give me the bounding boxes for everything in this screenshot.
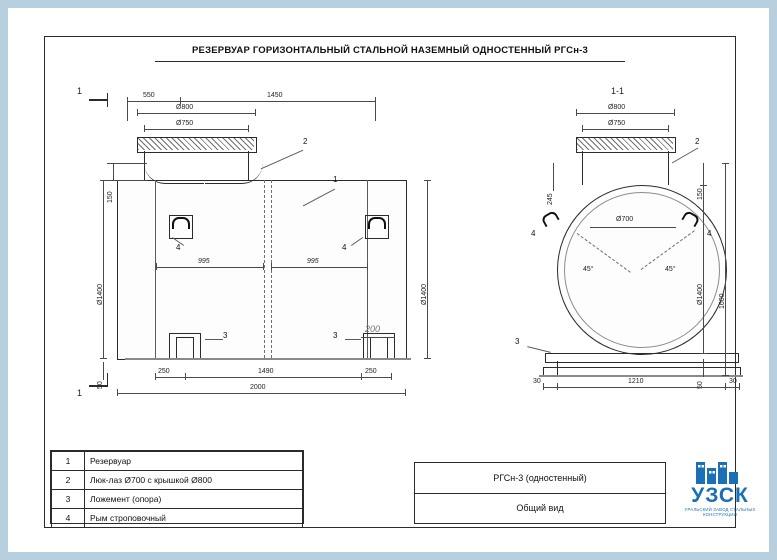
dim-flange-outer-line [137, 113, 255, 114]
dim-tick [674, 109, 675, 116]
lifting-lug-right-hook [368, 217, 386, 229]
sec-lug-left [540, 210, 559, 228]
dim-line [703, 185, 704, 353]
legend-num: 1 [52, 452, 85, 471]
pos-3-left: 3 [223, 331, 228, 340]
sec-dim-flange-outer: Ø800 [608, 104, 626, 111]
cut-mark-top-label: 1 [77, 86, 83, 96]
sec-dim-flange-inner-line [582, 129, 668, 130]
dim-line [103, 362, 104, 380]
view-name: Общий вид [516, 503, 564, 513]
dim-total-line [117, 393, 405, 394]
ext-line [127, 101, 128, 121]
page-title: РЕЗЕРВУАР ГОРИЗОНТАЛЬНЫЙ СТАЛЬНОЙ НАЗЕМНЫЙ ОДНОСТЕННЫЙ РГСн-3 [192, 45, 588, 56]
drawing-sheet [8, 8, 769, 552]
dim-tick [739, 383, 740, 390]
dim-tick [424, 358, 431, 359]
cut-mark-bottom-arrow [107, 373, 108, 387]
table-row [52, 471, 303, 490]
dim-tick [271, 263, 272, 270]
sec-pos-4-right: 4 [707, 229, 712, 238]
cut-mark-top-arrow [107, 93, 108, 107]
tank-centerline [264, 180, 265, 358]
sec-neck-right [668, 151, 669, 185]
pos-3-right: 3 [333, 331, 338, 340]
dim-saddle-width-line [361, 337, 395, 338]
factory-icon [694, 460, 742, 486]
sec-pos-4-left: 4 [531, 229, 536, 238]
legend-text: Люк-лаз Ø700 с крышкой Ø800 [85, 471, 303, 490]
pos-1-front: 1 [333, 175, 338, 184]
sec-base-plate [545, 353, 739, 363]
sec-dim-base-width: 1210 [628, 378, 644, 385]
legend-text: Ложемент (опора) [85, 490, 303, 509]
sec-pos-2: 2 [695, 137, 700, 146]
sec-dim-base-right: 30 [729, 378, 737, 385]
cut-mark-bottom-label: 1 [77, 388, 83, 398]
dim-tick [725, 383, 726, 390]
dim-rim-left: 995 [198, 258, 210, 265]
dim-body-diameter-right: Ø1400 [421, 283, 428, 305]
dim-line [703, 359, 704, 377]
dim-tick [722, 163, 729, 164]
leader-2-front [261, 150, 303, 170]
section-title: 1-1 [611, 86, 625, 96]
cut-mark-top-line [89, 99, 107, 101]
sec-dim-total-height: 1600 [719, 293, 726, 309]
legend-num: 2 [52, 471, 85, 490]
legend-text: Резервуар [85, 452, 303, 471]
dim-manhole-offset: 550 [143, 92, 155, 99]
ext-line [107, 163, 147, 164]
pos-4-left: 4 [176, 243, 181, 252]
dim-top-line [127, 101, 375, 102]
table-row [52, 509, 303, 528]
ext-line [375, 101, 376, 121]
sec-dim-manhole-inner-line [590, 227, 676, 228]
dim-tick [367, 263, 368, 270]
dim-tick [255, 109, 256, 116]
dim-line [427, 180, 428, 358]
sec-dim-flange-outer-line [576, 113, 674, 114]
dim-tick [722, 375, 729, 376]
dim-flange-inner: Ø750 [176, 120, 194, 127]
sec-pos-3: 3 [515, 337, 520, 346]
dim-995-left-line [156, 267, 263, 268]
dim-tick [576, 109, 577, 116]
title-underline [155, 61, 625, 62]
manhole-flange-hatch [138, 138, 254, 150]
dim-line [103, 180, 104, 358]
sec-angle-right: 45° [665, 266, 676, 273]
dim-tick [185, 373, 186, 380]
legend-num: 4 [52, 509, 85, 528]
dim-tick [424, 180, 431, 181]
company-logo [672, 460, 768, 522]
dim-neck-height: 150 [107, 191, 114, 203]
ground-line [125, 358, 411, 360]
dim-tick [582, 125, 583, 132]
dim-line [553, 163, 554, 191]
dim-tick [100, 358, 107, 359]
dim-flange-outer: Ø800 [176, 104, 194, 111]
logo-text: УЗСК [691, 484, 749, 507]
sec-dim-body-diameter: Ø1400 [697, 283, 704, 305]
sec-neck-left [582, 151, 583, 185]
sec-dim-flange-inner: Ø750 [608, 120, 626, 127]
dim-saddle-width: 200 [365, 324, 381, 334]
pos-2-front: 2 [303, 137, 308, 146]
logo-subtitle: УРАЛЬСКИЙ ЗАВОД СТАЛЬНЫХ КОНСТРУКЦИЙ [684, 507, 756, 517]
table-row [52, 452, 303, 471]
dim-tick [700, 353, 707, 354]
dim-tick [155, 373, 156, 380]
product-name: РГСн-3 (одностенный) [415, 463, 665, 494]
sec-angle-left: 45° [583, 266, 594, 273]
dim-tick [263, 263, 264, 270]
sec-leader-3 [527, 346, 551, 353]
leader-3-left [205, 339, 223, 340]
ext-line [107, 180, 147, 181]
dim-tick [156, 263, 157, 270]
legend-table [50, 450, 304, 524]
dim-flange-inner-line [144, 129, 248, 130]
dim-rim-right: 995 [307, 258, 319, 265]
legend-text: Рым строповочный [85, 509, 303, 528]
dim-tick [117, 389, 118, 396]
dim-saddle-right: 250 [365, 368, 377, 375]
dim-tick [405, 389, 406, 396]
dim-bottom-chain [155, 377, 391, 378]
dim-tick [100, 180, 107, 181]
sec-manhole-flange-hatch [577, 138, 673, 150]
sec-dim-manhole-inner: Ø700 [616, 216, 634, 223]
dim-tick [137, 109, 138, 116]
dim-tick [144, 125, 145, 132]
saddle-right-inner [370, 337, 388, 360]
dim-body-diameter-left: Ø1400 [97, 283, 104, 305]
dim-995-right-line [271, 267, 367, 268]
dim-tick [700, 185, 707, 186]
dim-line [703, 163, 704, 187]
dim-line [725, 163, 726, 375]
dim-tick [557, 383, 558, 390]
leader-3-right [345, 339, 361, 340]
dim-between-saddles: 1490 [258, 368, 274, 375]
dim-tick [391, 373, 392, 380]
lifting-lug-left-hook [172, 217, 190, 229]
pos-4-right: 4 [342, 243, 347, 252]
saddle-left-inner [176, 337, 194, 360]
legend-num: 3 [52, 490, 85, 509]
table-row [52, 490, 303, 509]
neck-fillet-left [144, 163, 204, 184]
dim-saddle-height: 50 [97, 381, 104, 389]
dim-tick [668, 125, 669, 132]
sec-dim-bottom-line [543, 387, 739, 388]
sec-dim-saddle-height: 50 [697, 381, 704, 389]
sec-dim-base-left: 30 [533, 378, 541, 385]
dim-length-after-manhole: 1450 [267, 92, 283, 99]
sec-dim-neck-height-right: 150 [697, 188, 704, 200]
dim-saddle-left: 250 [158, 368, 170, 375]
sec-dim-neck-height: 245 [547, 193, 554, 205]
dim-total-length: 2000 [250, 384, 266, 391]
title-block [414, 462, 666, 524]
dim-tick [361, 373, 362, 380]
dim-tick [543, 383, 544, 390]
ext-line [113, 163, 114, 181]
dim-tick [248, 125, 249, 132]
